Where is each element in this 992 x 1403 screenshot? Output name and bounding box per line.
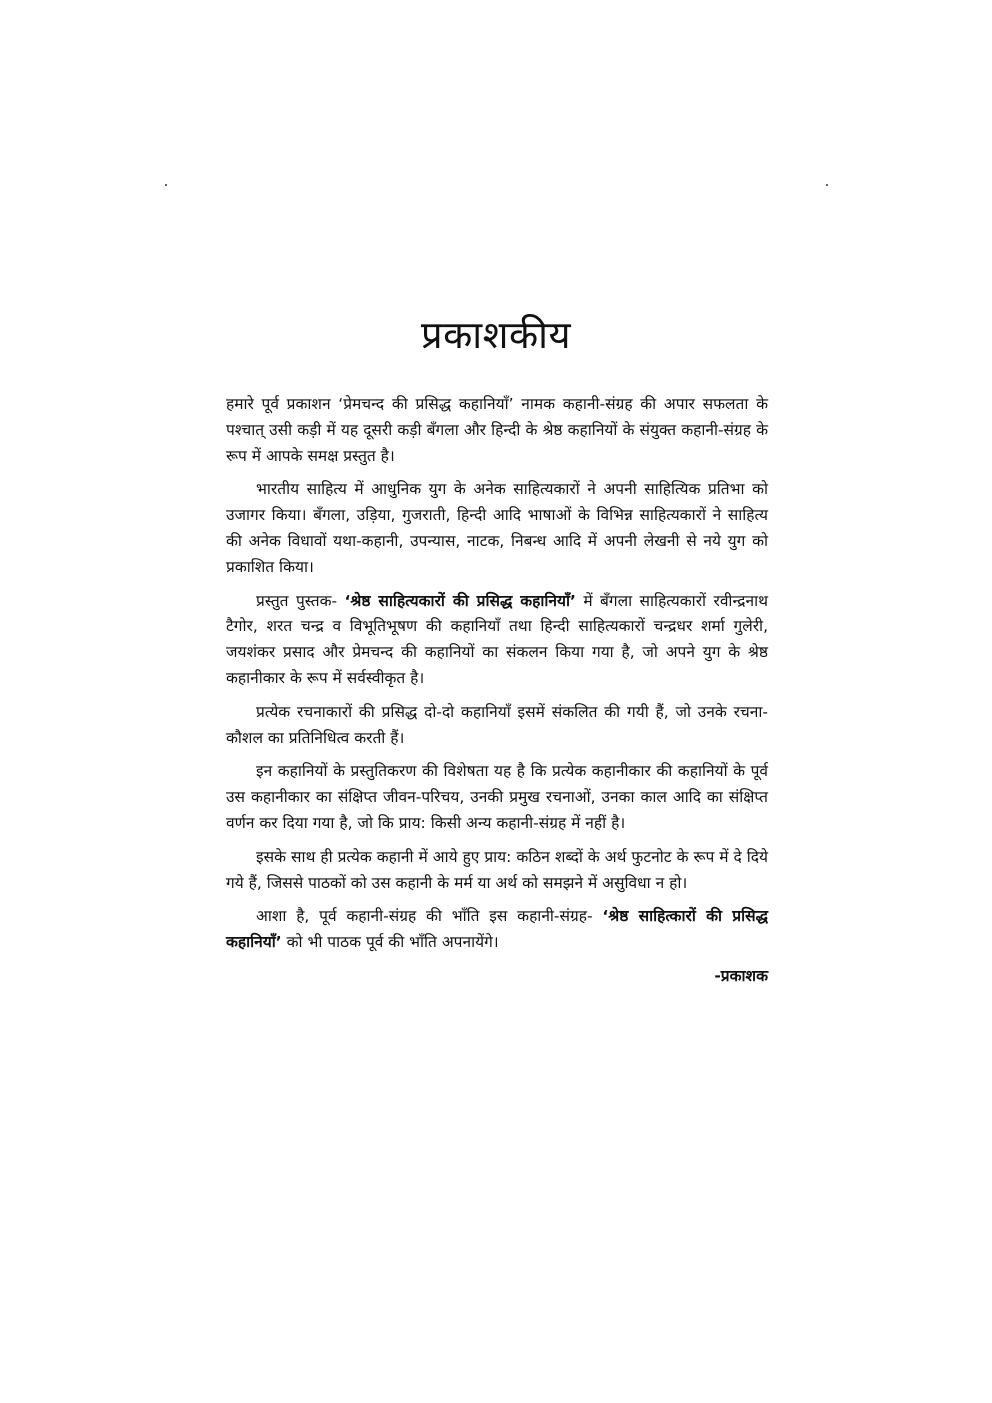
book-title-emphasis: ‘श्रेष्ठ साहित्यकारों की प्रसिद्ध कहानियाँ’ — [344, 591, 576, 610]
page-title: प्रकाशकीय — [420, 313, 572, 357]
paragraph-3 — [226, 589, 768, 692]
page-mark-left — [165, 184, 167, 186]
publisher-signature: -प्रकाशक — [714, 966, 768, 985]
paragraph-1: हमारे पूर्व प्रकाशन ‘प्रेमचन्द की प्रसिद्ध कहानियाँ’ नामक कहानी-संग्रह की अपार सफलता के पश्चात् उसी कड़ी में यह दूसरी कड़ी बँगला और हिन्दी के श्रेष्ठ कहानियों के संयुक्त कहानी-संग्रह के रूप में आपके समक्ष प्रस्तुत है। — [226, 395, 768, 465]
preface-body — [226, 392, 768, 990]
paragraph-7-rest: को भी पाठक पूर्व की भाँति अपनायेंगे। — [281, 933, 499, 952]
paragraph-6: इसके साथ ही प्रत्येक कहानी में आये हुए प्राय: कठिन शब्दों के अर्थ फुटनोट के रूप में दे दिये गये हैं, जिससे पाठकों को उस कहानी के मर्म या अर्थ को समझने में असुविधा न हो। — [226, 847, 768, 892]
paragraph-3-intro: प्रस्तुत पुस्तक- — [256, 591, 345, 610]
paragraph-2: भारतीय साहित्य में आधुनिक युग के अनेक साहित्यकारों ने अपनी साहित्यिक प्रतिभा को उजागर किया। बँगला, उड़िया, गुजराती, हिन्दी आदि भाषाओं के विभिन्न साहित्यकारों ने साहित्य की अनेक विधावों यथा-कहानी, उपन्यास, नाटक, निबन्ध आदि में अपनी लेखनी से नये युग को प्रकाशित किया। — [226, 480, 768, 576]
paragraph-4: प्रत्येक रचनाकारों की प्रसिद्ध दो-दो कहानियाँ इसमें संकलित की गयी हैं, जो उनके रचना-कौशल का प्रतिनिधित्व करती हैं। — [226, 702, 768, 747]
book-title-emphasis-2: ‘श्रेष्ठ साहित्कारों की प्रसिद्ध कहानियाँ’ — [226, 907, 768, 952]
paragraph-7-intro: आशा है, पूर्व कहानी-संग्रह की भाँति इस कहानी-संग्रह- — [256, 907, 603, 926]
paragraph-7 — [226, 904, 768, 956]
paragraph-3-rest: में बँगला साहित्यकारों रवीन्द्रनाथ टैगोर, शरत चन्द्र व विभूतिभूषण की कहानियाँ तथा हिन्दी साहित्यकारों चन्द्रधर शर्मा गुलेरी, जयशंकर प्रसाद और प्रेमचन्द की कहानियों का संकलन किया गया है, जो अपने युग के श्रेष्ठ कहानीकार के रूप में सर्वस्वीकृत है। — [226, 591, 768, 687]
paragraph-5: इन कहानियों के प्रस्तुतिकरण की विशेषता यह है कि प्रत्येक कहानीकार की कहानियों के पूर्व उस कहानीकार का संक्षिप्त जीवन-परिचय, उनकी प्रमुख रचनाओं, उनका काल आदि का संक्षिप्त वर्णन कर दिया गया है, जो कि प्राय: किसी अन्य कहानी-संग्रह में नहीं है। — [226, 762, 768, 832]
page-mark-right — [826, 184, 828, 186]
